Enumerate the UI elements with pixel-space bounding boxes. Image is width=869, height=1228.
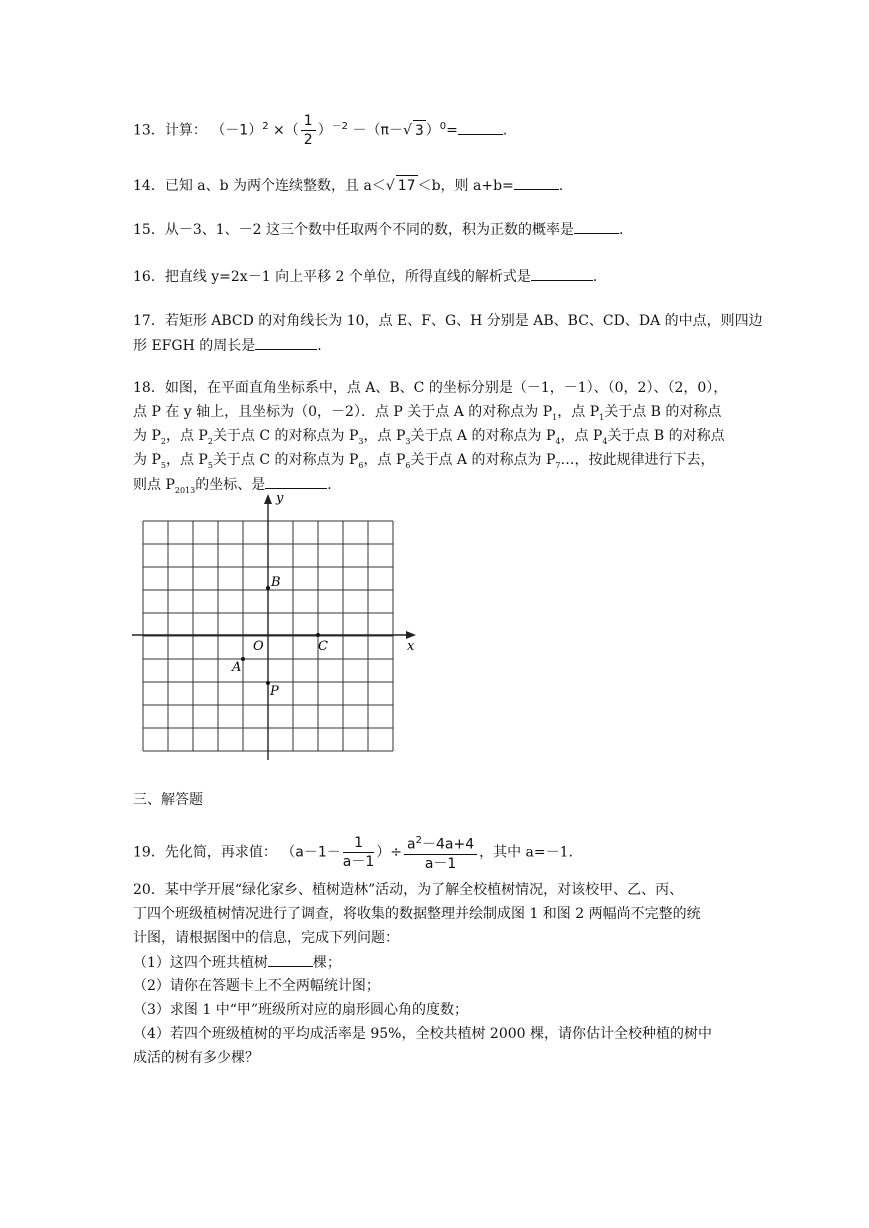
- answer-blank-15[interactable]: [574, 219, 619, 234]
- q19-f1-den: a－1: [342, 853, 375, 870]
- q14-post: ＜b，则 a+b=: [417, 178, 514, 194]
- q18-end: .: [327, 477, 332, 493]
- q17-end: .: [317, 338, 322, 354]
- q18-line4f: …，按此规律进行下去，: [560, 452, 715, 468]
- question-18-line-1: [133, 378, 727, 398]
- q19-pre: 19．先化简，再求值：: [133, 844, 277, 861]
- q14-sqrt: 17: [396, 175, 418, 196]
- q18-line1: 18．如图，在平面直角坐标系中，点 A、B、C 的坐标分别是（－1，－1）、（0，2）、（2，0），: [133, 380, 728, 396]
- q18-line4e: 关于点 A 的对称点为 P: [410, 452, 556, 468]
- question-18-line-3: [133, 426, 725, 452]
- q19-f2-num-rest: －4a+4: [421, 836, 475, 853]
- q19-open: （a－1－: [281, 844, 341, 861]
- q20-item1b: 棵；: [312, 955, 341, 971]
- q13-eq: =: [446, 122, 458, 139]
- answer-blank-18[interactable]: [265, 474, 327, 489]
- q18-sub: 6: [358, 460, 364, 470]
- section3-title: 三、解答题: [133, 792, 203, 808]
- q13-exp-c: 0: [439, 120, 447, 132]
- answer-blank-17[interactable]: [255, 335, 317, 350]
- question-20-item-1: [133, 952, 341, 973]
- q13-frac-den: 2: [303, 132, 313, 148]
- question-20-item-4: [133, 1024, 712, 1044]
- q20-item1a: （1）这四个班共植树: [133, 955, 268, 971]
- q18-sub: 2013: [174, 485, 196, 495]
- q18-sub: 1: [552, 412, 558, 422]
- question-13: 13．计算： $(-1)^2$ ×（ $\frac{1}{2}$ ）$^{-2}$ －（π－√ 3 ）$^0$= .: [133, 113, 508, 148]
- question-20-item-3: [133, 1000, 468, 1020]
- q19-f2-num-base: a: [407, 836, 416, 853]
- question-20-item-2: [133, 976, 380, 996]
- q13-end: .: [502, 122, 508, 139]
- q18-line4b: ，点 P: [165, 452, 208, 468]
- q20-line3: 计图，请根据图中的信息，完成下列问题：: [133, 930, 399, 946]
- q18-sub: 1: [599, 412, 605, 422]
- q18-line5b: 的坐标、是: [195, 477, 266, 493]
- q18-line4c: 关于点 C 的对称点为 P: [212, 452, 359, 468]
- q18-sub: 6: [405, 460, 411, 470]
- q18-sub: 3: [405, 436, 411, 446]
- q18-sub: 4: [555, 436, 561, 446]
- q18-line3e: 关于点 A 的对称点为 P: [410, 428, 556, 444]
- q18-line3b: ，点 P: [165, 428, 208, 444]
- answer-blank-13[interactable]: [458, 120, 503, 135]
- q18-sub: 5: [207, 460, 213, 470]
- point-c-label: C: [318, 639, 328, 654]
- q18-sub: 2: [160, 436, 166, 446]
- point-c: [316, 633, 320, 637]
- q19-f2-exp: 2: [415, 835, 422, 846]
- q14-end: .: [558, 178, 564, 194]
- q15-text: 15．从－3、1、－2 这三个数中任取两个不同的数，积为正数的概率是: [133, 222, 574, 238]
- q13-fraction: [301, 112, 316, 149]
- q20-line2: 丁四个班级植树情况进行了调查，将收集的数据整理并绘制成图 1 和图 2 两幅尚不完整的统: [133, 906, 701, 922]
- q18-line4a: 为 P: [133, 452, 161, 468]
- q19-post: ，其中 a=－1.: [479, 844, 573, 861]
- q13-minus: －（π－: [352, 122, 403, 139]
- q20-item3: （3）求图 1 中“甲”班级所对应的扇形圆心角的度数；: [133, 1002, 469, 1018]
- answer-blank-14[interactable]: [514, 175, 559, 190]
- q18-line2b: ，点 P: [557, 404, 600, 420]
- q13-close-b: ）: [317, 122, 332, 139]
- q16-text: 16．把直线 y=2x－1 向上平移 2 个单位，所得直线的解析式是: [133, 269, 531, 285]
- question-20-line-2: [133, 904, 701, 924]
- point-a: [241, 657, 245, 661]
- question-20-line-1: [133, 880, 683, 900]
- question-20-line-3: [133, 928, 399, 948]
- answer-blank-20[interactable]: [268, 952, 313, 967]
- question-17-line-2: [133, 335, 322, 356]
- q18-line3a: 为 P: [133, 428, 161, 444]
- question-18-line-2: [133, 402, 721, 428]
- point-b: [266, 586, 270, 590]
- q18-sub: 7: [555, 460, 561, 470]
- q13-exp-a: 2: [262, 120, 269, 132]
- q19-close: ）÷: [376, 844, 403, 861]
- point-b-label: B: [271, 575, 281, 590]
- point-a-label: A: [232, 660, 242, 675]
- origin-label: O: [253, 639, 264, 654]
- point-p-label: P: [270, 684, 279, 699]
- answer-blank-16[interactable]: [531, 266, 593, 281]
- q13-label: 13．计算：: [133, 122, 207, 139]
- question-15: [133, 219, 623, 240]
- question-18-line-4: [133, 450, 714, 476]
- q13-exp-b: －2: [331, 120, 349, 132]
- q19-f2-den: a－1: [424, 855, 457, 872]
- q18-sub: 2: [207, 436, 213, 446]
- y-axis-arrow-icon: [264, 494, 272, 504]
- coordinate-grid-figure: [128, 490, 428, 765]
- x-axis-label: x: [407, 639, 415, 654]
- q13-expr-a: （－1）: [211, 122, 263, 139]
- q13-times: ×（: [273, 122, 299, 139]
- q18-line5a: 则点 P: [133, 477, 175, 493]
- q19-fraction-2: [404, 832, 477, 873]
- q18-line2a: 点 P 在 y 轴上，且坐标为（0，－2）．点 P 关于点 A 的对称点为 P: [133, 404, 553, 420]
- q18-sub: 5: [160, 460, 166, 470]
- q20-item2: （2）请你在答题卡上不全两幅统计图；: [133, 978, 380, 994]
- q19-f1-num: 1: [343, 834, 375, 853]
- q15-end: .: [619, 222, 624, 238]
- q18-sub: 3: [358, 436, 364, 446]
- q17-line1: 17．若矩形 ABCD 的对角线长为 10，点 E、F、G、H 分别是 AB、BC、CD、DA 的中点，则四边: [133, 313, 763, 329]
- question-19: [133, 832, 573, 873]
- q18-line2c: 关于点 B 的对称点: [604, 404, 722, 420]
- q18-line3d: ，点 P: [363, 428, 406, 444]
- q20-item4b: 成活的树有多少棵？: [133, 1050, 259, 1066]
- x-axis-arrow-icon: [406, 631, 416, 639]
- q18-sub: 4: [602, 436, 608, 446]
- q18-line3c: 关于点 C 的对称点为 P: [212, 428, 359, 444]
- q13-close-c: ）: [425, 122, 440, 139]
- q18-line3f: ，点 P: [560, 428, 603, 444]
- q16-end: .: [592, 269, 598, 285]
- q20-item4a: （4）若四个班级植树的平均成活率是 95%，全校共植树 2000 棵，请你估计全校种植的树中: [133, 1026, 713, 1042]
- q13-frac-num: 1: [301, 112, 316, 131]
- q19-fraction-1: [343, 834, 375, 871]
- question-14: 14．已知 a、b 为两个连续整数，且 a＜√ 17 ＜b，则 a+b= .: [133, 175, 563, 196]
- question-16: [133, 266, 597, 287]
- question-17-line-1: [133, 311, 763, 331]
- q18-line3g: 关于点 B 的对称点: [607, 428, 725, 444]
- q19-f2-num: [404, 832, 477, 855]
- section-heading: [133, 790, 203, 810]
- q20-line1: 20．某中学开展“绿化家乡、植树造林”活动，为了解全校植树情况，对该校甲、乙、丙、: [133, 882, 684, 898]
- q18-line4d: ，点 P: [363, 452, 406, 468]
- q17-line2: 形 EFGH 的周长是: [133, 338, 256, 354]
- y-axis-label: y: [276, 491, 284, 506]
- q13-sqrt: 3: [413, 120, 426, 141]
- q14-pre: 14．已知 a、b 为两个连续整数，且 a＜: [133, 178, 386, 194]
- question-20-item-4-cont: [133, 1048, 259, 1068]
